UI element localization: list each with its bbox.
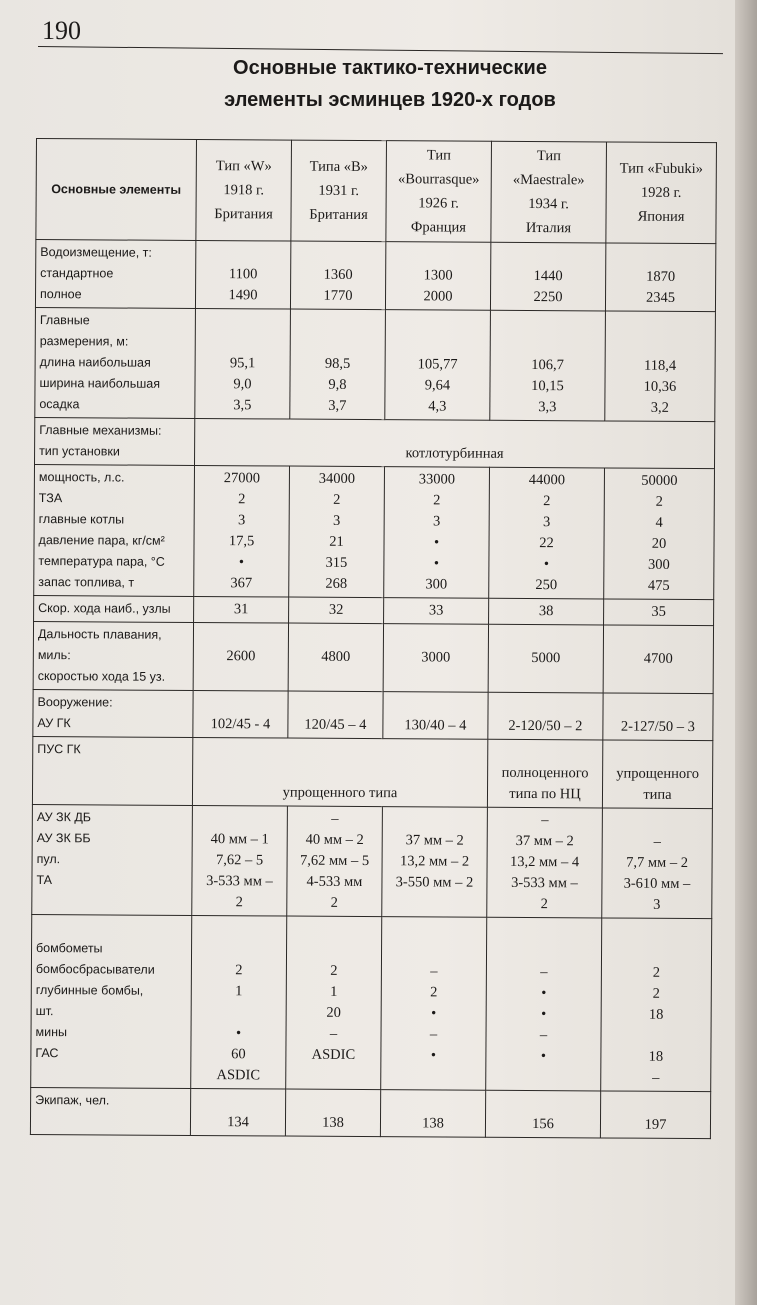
header-cell: Тип «Maestrale» 1934 г. Италия (491, 141, 607, 243)
value-cell: 1360 1770 (290, 241, 385, 310)
value-cell: 95,1 9,0 3,5 (195, 308, 291, 419)
row-label-cell: Дальность плавания, миль: скоростью хода 15 уз. (33, 621, 193, 690)
row-label-cell: Экипаж, чел. (30, 1087, 190, 1135)
value-cell: 138 (380, 1090, 485, 1138)
value-cell: 33000 2 3 • • 300 (384, 467, 490, 599)
value-cell: 102/45 - 4 (193, 690, 288, 738)
table-row (32, 804, 713, 918)
value-cell: – • • – • (486, 917, 602, 1091)
table-row (34, 464, 715, 599)
value-cell: 2-127/50 – 3 (603, 693, 713, 741)
row-label-cell: мощность, л.с. ТЗА главные котлы давление пара, кг/см² температура пара, °С запас топлива, т (34, 464, 195, 596)
row-label-cell: Водоизмещение, т: стандартное полное (35, 240, 195, 309)
value-cell: 138 (285, 1089, 380, 1137)
value-cell: 2-120/50 – 2 (488, 692, 603, 740)
row-label-cell: АУ ЗК ДБ АУ ЗК ББ пул. ТА (32, 804, 193, 915)
value-cell: 37 мм – 2 13,2 мм – 2 3-550 мм – 2 (382, 807, 488, 918)
table-title-line-2: элементы эсминцев 1920-х годов (224, 89, 556, 111)
value-cell: – 7,7 мм – 2 3-610 мм – 3 (602, 808, 713, 919)
value-cell: 32 (289, 597, 384, 624)
value-cell: 130/40 – 4 (383, 692, 488, 740)
value-cell: 34000 2 3 21 315 268 (289, 466, 385, 598)
page-edge (735, 0, 757, 1305)
value-cell: 33 (384, 598, 489, 625)
value-cell: 134 (190, 1088, 285, 1136)
row-label-cell: Скор. хода наиб., узлы (34, 595, 194, 622)
value-cell: полноценного типа по НЦ (487, 739, 602, 808)
table-row (34, 595, 714, 625)
value-cell: 50000 2 4 20 300 475 (604, 468, 715, 600)
value-cell: 1440 2250 (490, 242, 605, 311)
header-cell: Тип «Fubuki» 1928 г. Япония (606, 142, 717, 244)
value-cell: 106,7 10,15 3,3 (490, 310, 606, 421)
row-label-cell: ПУС ГК (32, 736, 192, 805)
merged-value-cell: упрощенного типа (192, 737, 487, 807)
value-cell: 5000 (488, 624, 603, 693)
value-cell: 156 (485, 1090, 600, 1138)
value-cell: – 2 • – • (381, 917, 487, 1091)
header-cell: Основные элементы (36, 139, 197, 241)
row-label-cell: Главные механизмы: тип установки (35, 417, 195, 465)
value-cell: 27000 2 3 17,5 • 367 (194, 465, 290, 597)
value-cell: 98,5 9,8 3,7 (290, 309, 386, 420)
value-cell: 1300 2000 (385, 242, 490, 311)
value-cell: 35 (604, 599, 714, 626)
destroyers-specs-table (30, 138, 717, 1139)
value-cell: упрощенного типа (602, 740, 712, 809)
table-row (30, 1087, 710, 1138)
table-row (35, 307, 716, 421)
value-cell: 1100 1490 (195, 240, 290, 309)
table-title-line-1: Основные тактико-технические (233, 57, 547, 79)
value-cell: 4800 (288, 623, 383, 692)
value-cell: 2 1 20 – ASDIC (286, 916, 382, 1090)
header-cell: Тип «W» 1918 г. Британия (196, 139, 292, 241)
header-row (36, 139, 717, 244)
value-cell: 2 1 • 60 ASDIC (191, 915, 287, 1089)
value-cell: – 37 мм – 2 13,2 мм – 4 3-533 мм – 2 (487, 807, 603, 918)
table-row (35, 417, 715, 468)
table-row (32, 736, 712, 808)
row-label-cell: Вооружение: АУ ГК (33, 689, 193, 737)
table-row (33, 689, 713, 740)
value-cell: 2600 (193, 622, 288, 691)
value-cell: 2 2 18 18 – (601, 918, 712, 1092)
header-cell: Типа «B» 1931 г. Британия (291, 140, 387, 242)
header-cell: Тип «Bourrasque» 1926 г. Франция (386, 141, 492, 243)
table-row (33, 621, 713, 693)
merged-value-cell: котлотурбинная (195, 418, 715, 468)
row-label-cell: Главные размерения, м: длина наибольшая ширина наибольшая осадка (35, 307, 196, 418)
value-cell: 3000 (383, 624, 488, 693)
value-cell: 105,77 9,64 4,3 (385, 310, 491, 421)
value-cell: 31 (194, 596, 289, 623)
row-label-cell: бомбометы бомбосбрасыватели глубинные бомбы, шт. мины ГАС (31, 914, 192, 1088)
table-row (35, 240, 715, 312)
table-row (31, 914, 712, 1091)
value-cell: 1870 2345 (605, 243, 715, 312)
value-cell: 44000 2 3 22 • 250 (489, 467, 605, 599)
value-cell: 38 (489, 598, 604, 625)
value-cell: 40 мм – 1 7,62 – 5 3-533 мм – 2 (192, 805, 288, 916)
value-cell: – 40 мм – 2 7,62 мм – 5 4-533 мм 2 (287, 806, 383, 917)
value-cell: 118,4 10,36 3,2 (605, 311, 716, 422)
page-number: 190 (42, 16, 81, 45)
value-cell: 120/45 – 4 (288, 691, 383, 739)
value-cell: 197 (600, 1091, 710, 1139)
value-cell: 4700 (603, 625, 713, 694)
